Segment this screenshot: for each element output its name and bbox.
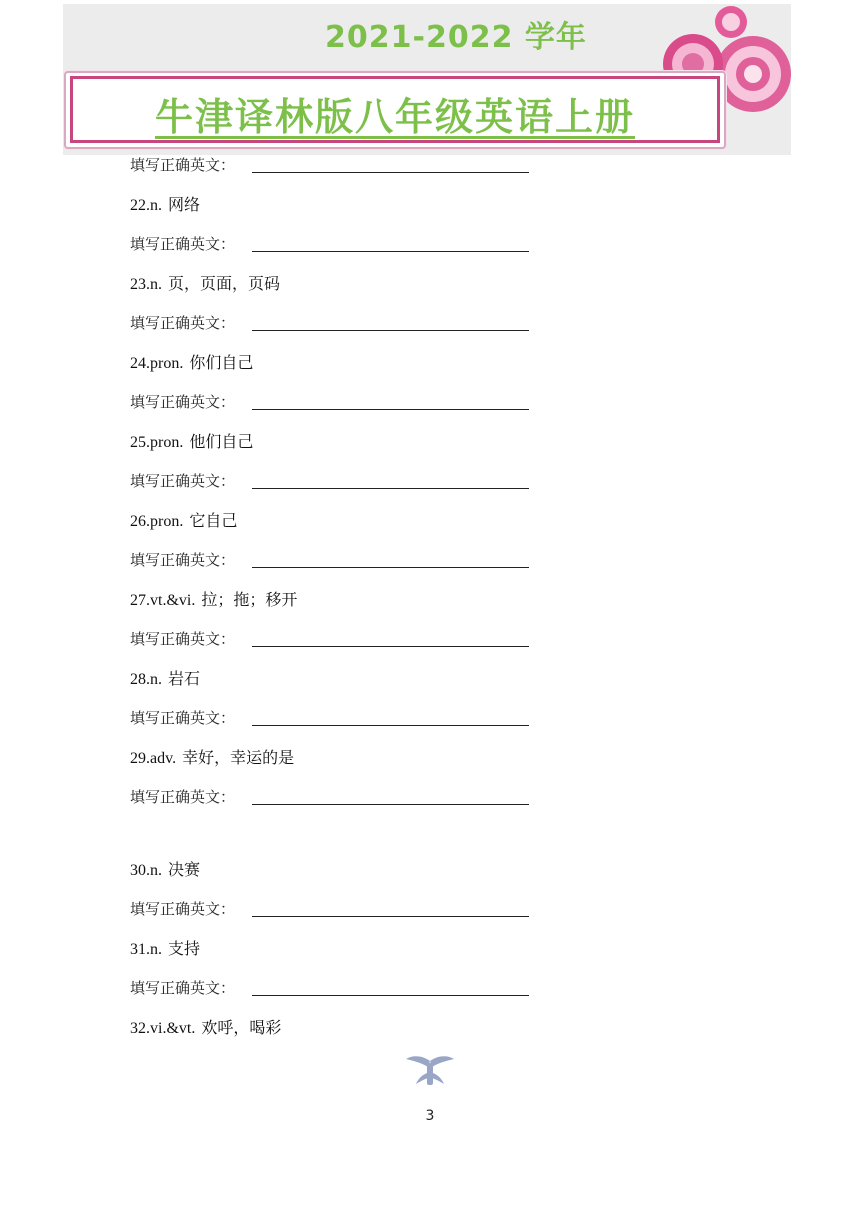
question-meaning: 幸好，幸运的是 [182, 748, 295, 767]
fill-row [130, 155, 235, 176]
question-meaning: 岩石 [168, 669, 201, 688]
question-item [130, 195, 200, 216]
answer-line[interactable] [252, 804, 529, 805]
question-item [130, 860, 200, 881]
fill-row [130, 234, 235, 255]
fill-label: 填写正确英文： [130, 630, 236, 648]
answer-line[interactable] [252, 567, 529, 568]
question-number: 23.n. [130, 276, 162, 293]
fill-row [130, 471, 235, 492]
fill-row [130, 629, 235, 650]
question-item [130, 939, 200, 960]
fill-label: 填写正确英文： [130, 314, 236, 332]
answer-line[interactable] [252, 916, 529, 917]
fill-row [130, 787, 235, 808]
answer-line[interactable] [252, 330, 529, 331]
answer-line[interactable] [252, 646, 529, 647]
question-meaning: 页，页面，页码 [168, 274, 281, 293]
question-meaning: 欢呼，喝彩 [201, 1018, 282, 1037]
question-item [130, 669, 200, 690]
question-item [130, 590, 297, 611]
fill-label: 填写正确英文： [130, 709, 236, 727]
question-number: 22.n. [130, 197, 162, 214]
question-number: 28.n. [130, 671, 162, 688]
question-item [130, 353, 253, 374]
question-meaning: 拉；拖；移开 [201, 590, 298, 609]
question-number: 32.vi.&vt. [130, 1020, 196, 1037]
fill-row [130, 550, 235, 571]
answer-line[interactable] [252, 995, 529, 996]
question-number: 24.pron. [130, 355, 184, 372]
question-number: 25.pron. [130, 434, 184, 451]
fill-row [130, 392, 235, 413]
question-item [130, 511, 237, 532]
fill-label: 填写正确英文： [130, 393, 236, 411]
question-meaning: 它自己 [189, 511, 238, 530]
answer-line[interactable] [252, 725, 529, 726]
question-item [130, 748, 294, 769]
question-number: 27.vt.&vi. [130, 592, 196, 609]
question-item [130, 1018, 281, 1039]
question-number: 29.adv. [130, 750, 177, 767]
answer-line[interactable] [252, 409, 529, 410]
answer-line[interactable] [252, 251, 529, 252]
sprout-icon [404, 1053, 456, 1087]
question-number: 26.pron. [130, 513, 184, 530]
fill-label: 填写正确英文： [130, 551, 236, 569]
question-meaning: 你们自己 [189, 353, 254, 372]
question-meaning: 支持 [168, 939, 201, 958]
question-item [130, 274, 280, 295]
question-meaning: 他们自己 [189, 432, 254, 451]
answer-line[interactable] [252, 488, 529, 489]
fill-label: 填写正确英文： [130, 788, 236, 806]
fill-label: 填写正确英文： [130, 235, 236, 253]
fill-row [130, 708, 235, 729]
fill-label: 填写正确英文： [130, 900, 236, 918]
fill-row [130, 899, 235, 920]
question-item [130, 432, 253, 453]
fill-label: 填写正确英文： [130, 472, 236, 490]
question-meaning: 决赛 [168, 860, 201, 879]
fill-row [130, 313, 235, 334]
document-title: 牛津译林版八年级英语上册 [154, 95, 635, 139]
school-year-heading: 2021-2022 学年 [325, 20, 587, 55]
question-meaning: 网络 [168, 195, 201, 214]
fill-label: 填写正确英文： [130, 156, 236, 174]
page-number: 3 [425, 1108, 435, 1124]
fill-label: 填写正确英文： [130, 979, 236, 997]
question-number: 31.n. [130, 941, 162, 958]
question-number: 30.n. [130, 862, 162, 879]
fill-row [130, 978, 235, 999]
answer-line[interactable] [252, 172, 529, 173]
